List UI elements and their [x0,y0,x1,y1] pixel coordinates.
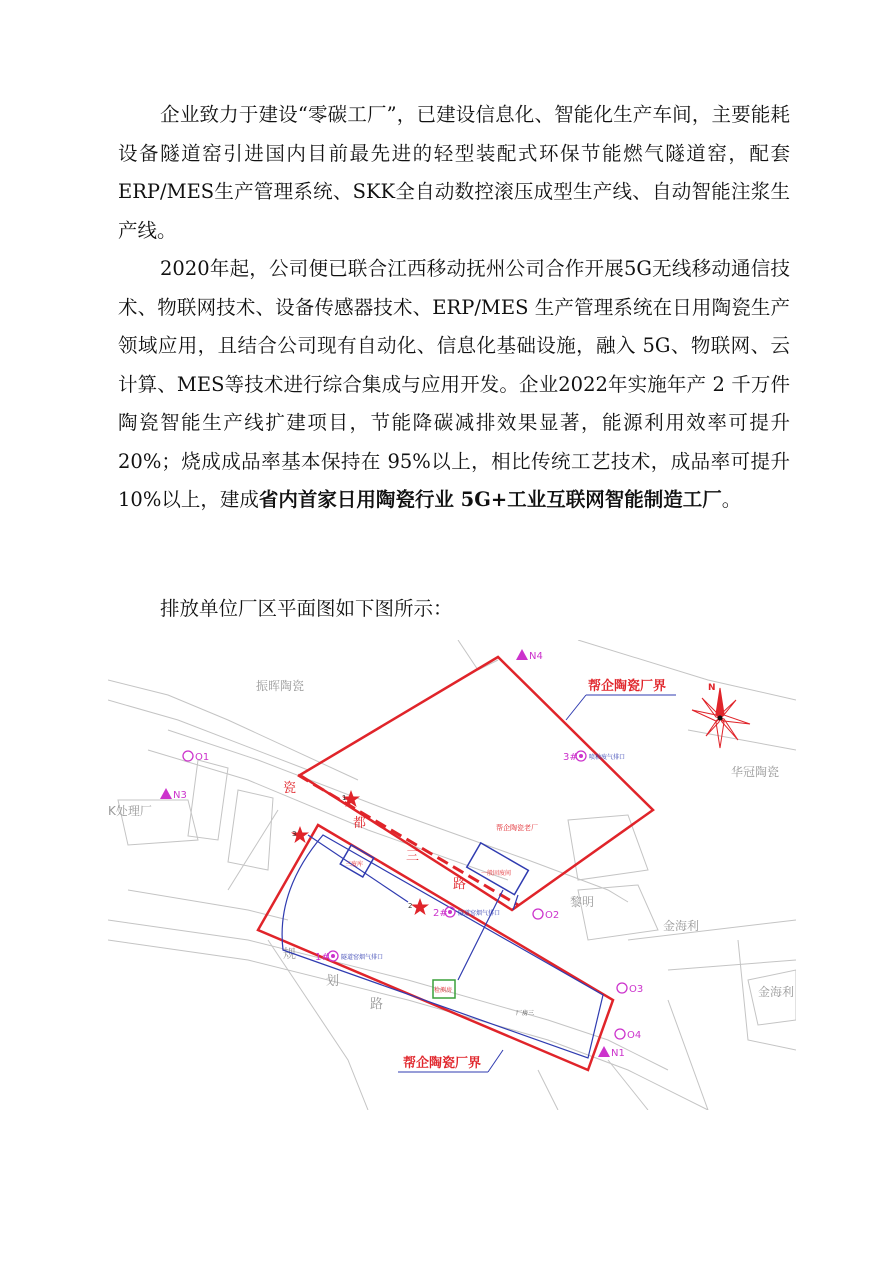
outlet-1 [315,951,383,963]
outlet-2-desc: 隧道窑烟气排口 [458,910,501,917]
outlet-1-number: 1# [315,952,330,963]
noise-point-n3 [160,788,187,801]
monitor-point-o3 [617,983,643,995]
paragraph-2-end: 。 [721,488,742,511]
hazard-waste-label: 三废库 [345,861,364,868]
monitor-point-o4 [615,1029,641,1041]
neighbor-jinhaili-1: 金海利 [663,919,700,933]
star-1-label: 1 [342,794,347,802]
neighbor-huaguan: 华冠陶瓷 [731,765,780,779]
o2-label: O2 [545,910,560,921]
general-solid-waste-label: 一般固废间 [481,870,512,877]
paragraph-3-text: 排放单位厂区平面图如下图所示： [160,597,453,620]
road-char-san: 三 [406,849,420,864]
outlet-3-number: 3# [563,752,578,763]
neighbor-zhenhui: 振晖陶瓷 [256,679,305,693]
paragraph-5g-cooperation [118,250,790,520]
factory-name-label: 帮企陶瓷老厂 [496,824,538,832]
neighbor-jinhaili-2: 金海利 [758,985,795,999]
o1-label: O1 [195,752,210,763]
outlet-2-number: 2# [433,908,448,919]
neighbor-liming: 黎明 [570,895,595,909]
star-2-label: 2 [408,902,413,910]
o4-label: O4 [627,1030,642,1041]
noise-point-n1 [598,1046,625,1059]
road-bottom-char-1: 规 [283,947,297,962]
paragraph-map-intro [118,590,790,629]
compass-north-label: N [708,683,716,693]
boundary-callout-bottom [398,1050,503,1072]
boundary-label-bottom: 帮企陶瓷厂界 [403,1056,482,1071]
blue-internal-lines [282,835,603,1058]
paragraph-2-text: 2020年起，公司便已联合江西移动抚州公司合作开展5G无线移动通信技术、物联网技术、设备传感器技术、ERP/MES 生产管理系统在日用陶瓷生产领域应用，且结合公司现有自动化、信息化基础设施，融入 5G、物联网、云计算、MES等技术进行综合集成与应用开发。企业2022年实施年产 2 千万件陶瓷智能生产线扩建项目，节能降碳减排效果显著，能源利用效率可提升 20%；烧成成品率基本保持在 95%以上，相比传统工艺技术，成品率可提升 10%以上，建成 [118,257,790,511]
site-plan-svg [108,640,796,1110]
neighbor-water-plant: K处理厂 [108,804,152,818]
boundary-label-top: 帮企陶瓷厂界 [588,679,667,694]
n3-label: N3 [173,790,187,801]
paragraph-1-text: 企业致力于建设“零碳工厂”，已建设信息化、智能化生产车间，主要能耗设备隧道窑引进国内目前最先进的轻型装配式环保节能燃气隧道窑，配套ERP/MES生产管理系统、SKK全自动数控滚压成型生产线、自动智能注浆生产线。 [118,103,790,242]
n1-label: N1 [611,1048,625,1059]
wind-rose-compass [692,683,750,748]
road-char-lu: 路 [453,877,467,892]
outlet-1-desc: 隧道窑烟气排口 [341,954,384,961]
road-bottom-char-2: 划 [326,974,340,989]
workshop-label: 厂房三 [516,1010,535,1017]
monitor-point-o2 [533,909,559,921]
o3-label: O3 [629,984,644,995]
star-2 [411,898,429,915]
road-bottom-char-3: 路 [370,997,384,1012]
paragraph-zero-carbon-factory [118,96,790,250]
monitor-point-o1 [183,751,209,763]
star-3-label: 3 [292,830,297,838]
road-char-du: 都 [353,816,367,831]
boundary-callout-top [566,678,676,720]
n4-label: N4 [529,651,543,662]
inspection-label: 检测房 [434,987,453,994]
road-char-ci: 瓷 [283,781,297,796]
outlet-3-desc: 喷釉废气排口 [589,754,626,761]
noise-point-n4 [516,649,543,662]
factory-site-plan [108,640,796,1110]
paragraph-2-highlight: 省内首家日用陶瓷行业 5G+工业互联网智能制造工厂 [258,488,722,511]
